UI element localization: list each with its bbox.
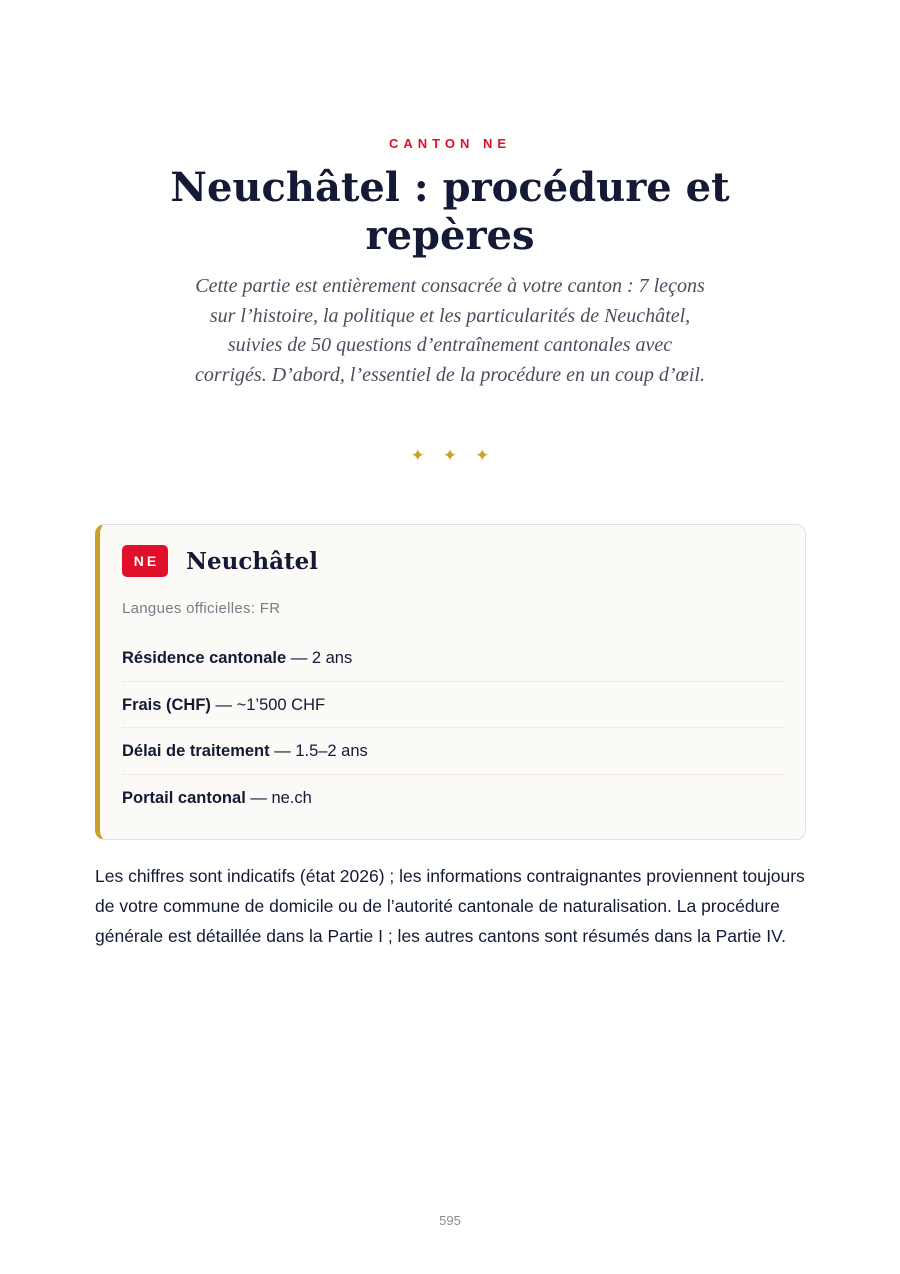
fact-label: Portail cantonal [122, 788, 246, 807]
fact-separator: — [210, 695, 237, 714]
page-title: Neuchâtel : procédure et repères [170, 164, 730, 259]
fact-residence [122, 635, 783, 682]
facts-list [122, 635, 783, 820]
fact-fees [122, 682, 783, 729]
fact-label: Résidence cantonale [122, 649, 287, 667]
official-languages: Langues officielles: FR [122, 600, 281, 617]
fact-processing-time [122, 728, 783, 775]
fact-separator: — [286, 649, 312, 667]
fact-value: 1.5–2 ans [295, 742, 368, 760]
canton-badge: NE [122, 545, 168, 577]
page-number: 595 [439, 1213, 461, 1228]
fact-separator: — [245, 788, 272, 807]
ornament-stars-icon: ✦✦✦ [410, 446, 508, 465]
fact-label: Délai de traitement [122, 742, 270, 760]
canton-card [95, 524, 806, 840]
fact-value: 2 ans [311, 649, 353, 667]
card-header [122, 545, 318, 577]
fact-portal [122, 775, 783, 821]
fact-separator: — [269, 742, 296, 760]
fact-value: ne.ch [271, 788, 312, 807]
fact-value: ~1’500 CHF [236, 695, 326, 714]
lead-paragraph: Cette partie est entièrement consacrée à votre canton : 7 leçons sur l’histoire, la politique et les particularités de Neuchâtel, suivies de 50 questions d’entraînement cantonales avec corrigés. D’abord, l’essentiel de la procédure en un coup d’œil. [195, 275, 705, 386]
card-title: Neuchâtel [186, 547, 319, 575]
eyebrow-label: CANTON NE [388, 136, 512, 151]
body-note: Les chiffres sont indicatifs (état 2026) ; les informations contraignantes proviennent toujours de votre commune de domicile ou de l’autorité cantonale de naturalisation. La procédure générale est détaillée dans la Partie I ; les autres cantons sont résumés dans la Partie IV. [95, 866, 805, 946]
fact-label: Frais (CHF) [122, 695, 211, 714]
